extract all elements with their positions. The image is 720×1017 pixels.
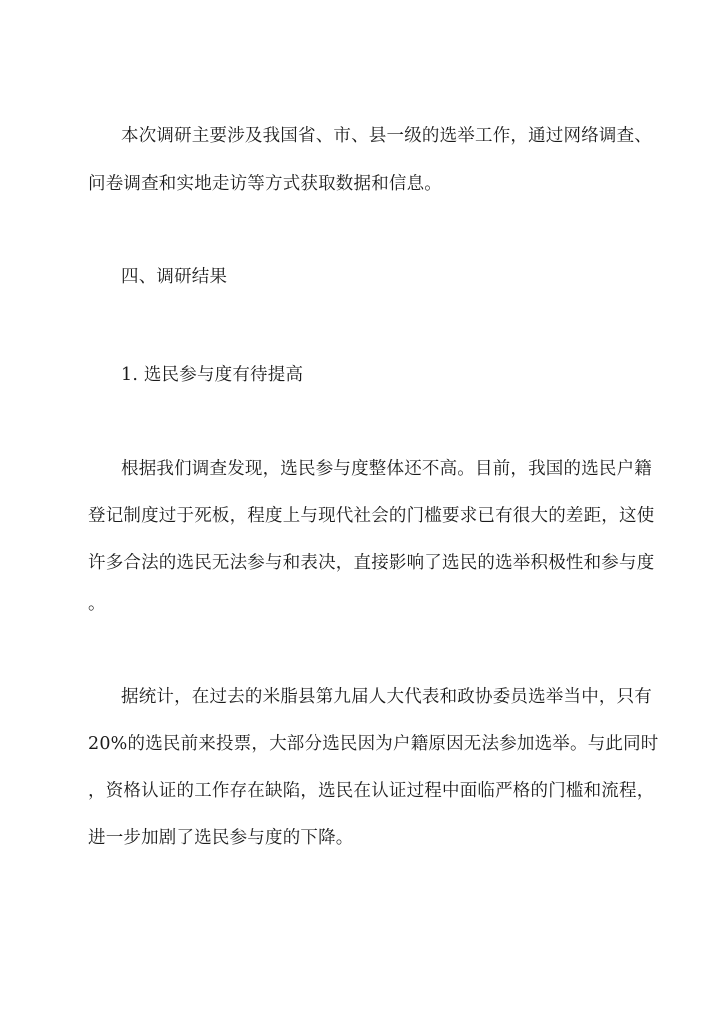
subsection-heading: 1. 选民参与度有待提高 [121,365,304,385]
paragraph-2-line-3: 许多合法的选民无法参与和表决，直接影响了选民的选举积极性和参与度 [88,553,655,573]
paragraph-2-line-1: 根据我们调查发现，选民参与度整体还不高。目前，我国的选民户籍 [121,459,652,479]
paragraph-2-line-2: 登记制度过于死板，程度上与现代社会的门槛要求已有很大的差距，这使 [88,506,655,526]
paragraph-3-line-2: 20%的选民前来投票，大部分选民因为户籍原因无法参加选举。与此同时 [88,734,659,754]
paragraph-1-line-2: 问卷调查和实地走访等方式获取数据和信息。 [88,174,442,194]
paragraph-3-line-4: 进一步加剧了选民参与度的下降。 [88,828,354,848]
section-heading: 四、调研结果 [121,267,228,287]
paragraph-3-line-1: 据统计，在过去的米脂县第九届人大代表和政协委员选举当中，只有 [121,687,652,707]
paragraph-2-line-4: 。 [88,594,106,614]
paragraph-1-line-1: 本次调研主要涉及我国省、市、县一级的选举工作，通过网络调查、 [121,126,652,146]
paragraph-3-line-3: ，资格认证的工作存在缺陷，选民在认证过程中面临严格的门槛和流程， [88,781,655,801]
